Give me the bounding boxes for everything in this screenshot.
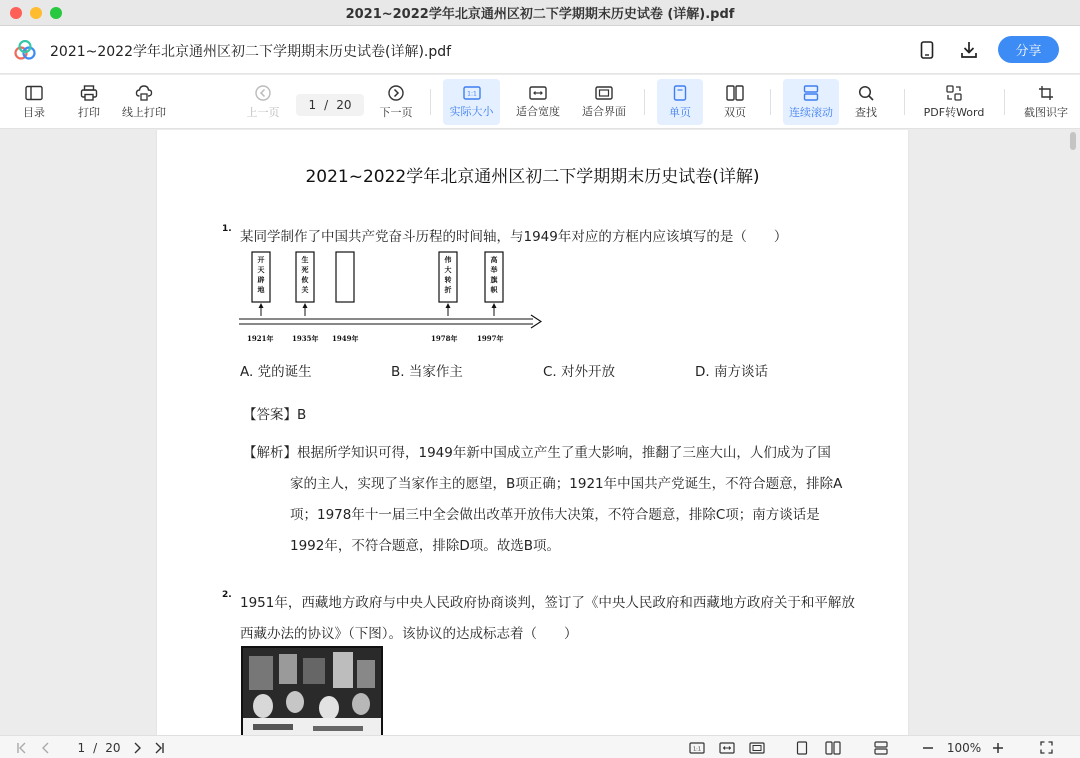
minus-icon bbox=[922, 742, 934, 754]
svg-text:伟: 伟 bbox=[444, 255, 452, 264]
fit-width-button[interactable] bbox=[512, 79, 564, 125]
pdf-to-word-label: PDF转Word bbox=[923, 105, 985, 119]
fit-width-icon bbox=[529, 86, 547, 100]
fit-window-button[interactable] bbox=[578, 79, 630, 125]
svg-text:1:1: 1:1 bbox=[692, 745, 702, 752]
svg-text:生: 生 bbox=[301, 255, 309, 264]
close-window-button[interactable] bbox=[10, 7, 22, 19]
window-title: 2021~2022学年北京通州区初二下学期期末历史试卷 (详解).pdf bbox=[345, 7, 735, 22]
find-button[interactable] bbox=[848, 79, 884, 125]
paper-title: 2021~2022学年北京通州区初二下学期期末历史试卷(详解) bbox=[305, 167, 760, 187]
timeline-year: 1949年 bbox=[332, 334, 359, 343]
actual-size-icon bbox=[689, 742, 705, 754]
page-total: 20 bbox=[336, 98, 352, 112]
zoom-out-button[interactable] bbox=[920, 739, 936, 756]
toolbar-divider bbox=[770, 89, 771, 115]
print-button[interactable] bbox=[70, 79, 108, 125]
plus-icon bbox=[992, 742, 1004, 754]
screenshot-ocr-label: 截图识字 bbox=[1024, 105, 1068, 119]
search-icon bbox=[858, 85, 874, 101]
vertical-scrollbar[interactable] bbox=[1068, 130, 1078, 735]
svg-text:1:1: 1:1 bbox=[466, 90, 477, 97]
fullscreen-icon bbox=[1040, 741, 1053, 754]
app-header bbox=[0, 26, 1080, 74]
single-page-icon bbox=[673, 85, 687, 101]
page-separator: / bbox=[324, 98, 329, 112]
toolbar-divider bbox=[1004, 89, 1005, 115]
chevron-right-circle-icon bbox=[388, 85, 404, 101]
fit-width-label: 适合宽度 bbox=[516, 104, 560, 118]
fit-window-label: 适合界面 bbox=[582, 104, 626, 118]
svg-text:死: 死 bbox=[301, 265, 309, 274]
single-page-small-button[interactable] bbox=[794, 739, 810, 756]
answer-value: B bbox=[297, 407, 307, 423]
continuous-scroll-small-button[interactable] bbox=[872, 739, 890, 756]
page-current: 1 bbox=[308, 98, 317, 112]
double-page-icon bbox=[726, 85, 744, 101]
fullscreen-button[interactable] bbox=[1038, 739, 1054, 756]
timeline-box-text: 开 bbox=[257, 255, 265, 264]
phone-icon[interactable] bbox=[916, 39, 938, 61]
chevron-left-circle-icon bbox=[255, 85, 271, 101]
fit-window-icon bbox=[749, 742, 765, 754]
timeline-axis bbox=[239, 315, 541, 328]
cloud-print-icon bbox=[135, 85, 153, 101]
fit-window-small-button[interactable] bbox=[748, 739, 766, 756]
toc-label: 目录 bbox=[23, 105, 45, 119]
svg-text:帜: 帜 bbox=[490, 285, 498, 294]
single-page-label: 单页 bbox=[669, 105, 691, 119]
logo-icon bbox=[13, 40, 37, 60]
online-print-button[interactable] bbox=[118, 79, 170, 125]
timeline-year: 1921年 bbox=[247, 334, 274, 343]
double-page-label: 双页 bbox=[724, 105, 746, 119]
question-number: 1. bbox=[222, 224, 232, 234]
share-button[interactable]: 分享 bbox=[998, 36, 1059, 63]
printer-icon bbox=[80, 85, 98, 101]
actual-size-label: 实际大小 bbox=[449, 104, 494, 118]
document-viewer[interactable] bbox=[0, 130, 1080, 735]
timeline-year: 1997年 bbox=[477, 334, 504, 343]
download-icon[interactable] bbox=[958, 39, 980, 61]
answer-line bbox=[243, 403, 306, 423]
analysis-line bbox=[243, 441, 831, 461]
find-label: 查找 bbox=[855, 105, 877, 119]
svg-text:辟: 辟 bbox=[257, 275, 265, 284]
chevron-right-icon bbox=[132, 742, 142, 754]
svg-text:大: 大 bbox=[444, 265, 452, 274]
scrollbar-thumb[interactable] bbox=[1070, 132, 1076, 150]
convert-icon bbox=[946, 85, 962, 101]
continuous-scroll-button[interactable] bbox=[783, 79, 839, 125]
pdf-to-word-button[interactable] bbox=[920, 79, 988, 125]
prev-page-label: 上一页 bbox=[246, 105, 280, 119]
toolbar-divider bbox=[904, 89, 905, 115]
crop-icon bbox=[1038, 85, 1054, 101]
next-page-button[interactable] bbox=[374, 79, 418, 125]
svg-text:地: 地 bbox=[257, 285, 265, 294]
actual-size-small-button[interactable] bbox=[688, 739, 706, 756]
single-page-button[interactable] bbox=[657, 79, 703, 125]
svg-text:攸: 攸 bbox=[301, 275, 309, 284]
analysis-text: 项；1978年十一届三中全会做出改革开放伟大决策，不符合题意，排除C项；南方谈话是 bbox=[290, 507, 820, 523]
analysis-text: 1992年，不符合题意，排除D项。故选B项。 bbox=[290, 538, 561, 554]
historical-photo bbox=[241, 646, 383, 735]
timeline-box bbox=[439, 252, 457, 302]
svg-text:转: 转 bbox=[444, 275, 452, 284]
timeline-year: 1935年 bbox=[292, 334, 319, 343]
svg-text:天: 天 bbox=[257, 265, 265, 274]
fit-width-icon bbox=[719, 742, 735, 754]
toolbar-divider bbox=[644, 89, 645, 115]
svg-text:旗: 旗 bbox=[490, 275, 498, 284]
timeline-figure bbox=[239, 248, 544, 346]
option-b: B. 当家作主 bbox=[391, 364, 463, 380]
page-number-input[interactable] bbox=[296, 94, 364, 116]
print-label: 打印 bbox=[78, 105, 100, 119]
fit-window-icon bbox=[595, 86, 613, 100]
document-title: 2021~2022学年北京通州区初二下学期期末历史试卷(详解).pdf bbox=[50, 44, 452, 60]
svg-text:举: 举 bbox=[490, 265, 498, 274]
status-page-separator: / bbox=[93, 740, 98, 755]
prev-page-small-button[interactable] bbox=[38, 739, 54, 756]
actual-size-button[interactable] bbox=[443, 79, 500, 125]
option-a: A. 党的诞生 bbox=[240, 364, 312, 380]
question-number: 2. bbox=[222, 590, 232, 600]
chevron-left-icon bbox=[41, 742, 51, 754]
analysis-text: 家的主人，实现了当家作主的愿望，B项正确；1921年中国共产党诞生，不符合题意，排除A bbox=[290, 476, 843, 492]
first-page-icon bbox=[16, 742, 28, 754]
analysis-text: 根据所学知识可得，1949年新中国成立产生了重大影响，推翻了三座大山，人们成为了国 bbox=[297, 445, 831, 461]
analysis-label: 【解析】 bbox=[243, 445, 297, 461]
option-c: C. 对外开放 bbox=[543, 364, 616, 380]
timeline-box bbox=[252, 252, 270, 302]
status-page-current: 1 bbox=[77, 740, 86, 755]
timeline-box bbox=[296, 252, 314, 302]
double-page-small-button[interactable] bbox=[824, 739, 842, 756]
toc-button[interactable] bbox=[14, 79, 54, 125]
timeline-box bbox=[485, 252, 503, 302]
screenshot-ocr-button[interactable] bbox=[1018, 79, 1074, 125]
traffic-lights bbox=[10, 7, 62, 19]
zoom-level[interactable]: 100% bbox=[946, 740, 982, 755]
fit-width-small-button[interactable] bbox=[718, 739, 736, 756]
svg-text:高: 高 bbox=[490, 255, 498, 264]
prev-page-button[interactable] bbox=[242, 79, 284, 125]
toc-icon bbox=[25, 85, 43, 101]
minimize-window-button[interactable] bbox=[30, 7, 42, 19]
double-page-icon bbox=[825, 741, 841, 755]
continuous-scroll-icon bbox=[803, 85, 819, 101]
timeline-connectors bbox=[261, 304, 494, 316]
actual-size-icon bbox=[463, 86, 481, 100]
next-page-label: 下一页 bbox=[379, 105, 413, 119]
last-page-button[interactable] bbox=[151, 739, 167, 756]
svg-text:折: 折 bbox=[444, 285, 452, 294]
svg-text:关: 关 bbox=[301, 285, 309, 294]
first-page-button[interactable] bbox=[14, 739, 30, 756]
double-page-button[interactable] bbox=[714, 79, 756, 125]
timeline-box-blank bbox=[336, 252, 354, 302]
last-page-icon bbox=[153, 742, 165, 754]
continuous-scroll-icon bbox=[874, 741, 888, 755]
status-bar bbox=[0, 735, 1080, 758]
next-page-small-button[interactable] bbox=[129, 739, 145, 756]
window-titlebar bbox=[0, 0, 1080, 26]
question-text: 1951年，西藏地方政府与中央人民政府协商谈判，签订了《中央人民政府和西藏地方政府关于和平解放 bbox=[240, 595, 855, 611]
answer-label: 【答案】 bbox=[243, 407, 297, 423]
option-d: D. 南方谈话 bbox=[695, 364, 768, 380]
continuous-scroll-label: 连续滚动 bbox=[789, 105, 833, 119]
timeline-year: 1978年 bbox=[431, 334, 458, 343]
online-print-label: 线上打印 bbox=[122, 105, 166, 119]
toolbar bbox=[0, 75, 1080, 129]
pdf-page bbox=[157, 130, 908, 735]
status-page-total: 20 bbox=[105, 740, 121, 755]
question-text: 某同学制作了中国共产党奋斗历程的时间轴，与1949年对应的方框内应该填写的是（ ） bbox=[240, 229, 788, 245]
status-page-indicator[interactable] bbox=[64, 739, 134, 756]
zoom-window-button[interactable] bbox=[50, 7, 62, 19]
toolbar-divider bbox=[430, 89, 431, 115]
single-page-icon bbox=[796, 741, 808, 755]
zoom-in-button[interactable] bbox=[990, 739, 1006, 756]
question-text: 西藏办法的协议》（下图）。该协议的达成标志着（ ） bbox=[240, 626, 578, 642]
